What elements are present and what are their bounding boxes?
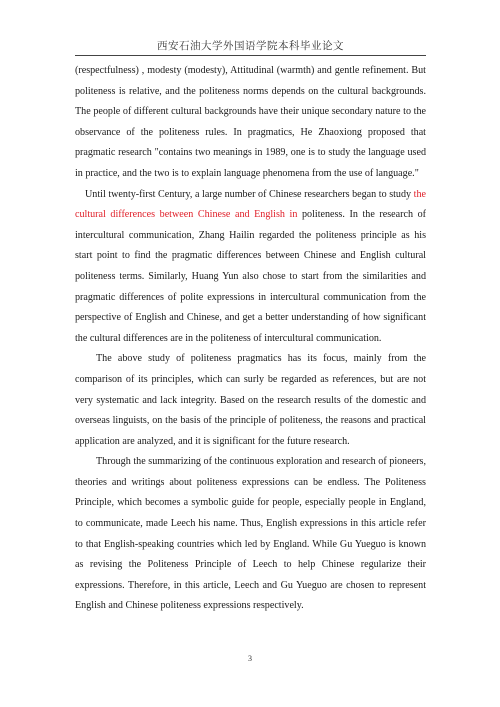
- page-header-title: 西安石油大学外国语学院本科毕业论文: [157, 41, 344, 52]
- paragraph-4: Through the summarizing of the continuous exploration and research of pioneers, theories and writings about politeness expressions can be endless. The Politeness Principle, which becomes a symbolic guide for people, especially people in England, to communicate, made Leech his name. Thus, English expressions in this article refer to that English-speaking countries which led by England. While Gu Yueguo is known as revising the Politeness Principle of Leech to help Chinese regularize their expressions. Therefore, in this article, Leech and Gu Yueguo are chosen to represent English and Chinese politeness expressions respectively.: [75, 456, 426, 612]
- paragraph-1: (respectfulness) , modesty (modesty), Attitudinal (warmth) and gentle refinement. But politeness is relative, and the politeness norms depends on the cultural backgrounds. The people of different cultural backgrounds have their unique secondary nature to the observance of the politeness rules. In pragmatics, He Zhaoxiong proposed that pragmatic research "contains two meanings in 1989, one is to study the language used in practice, and the two is to explain language phenomena from the use of language.": [75, 65, 426, 179]
- paragraph-2: [75, 185, 426, 350]
- paragraph-2-lead: Until twenty-first Century, a large number of Chinese researchers began to study: [85, 188, 414, 200]
- highlighted-phrase: the cultural differences between Chinese and English in: [75, 188, 426, 221]
- header-divider: [75, 55, 426, 56]
- paragraph-2-rest: politeness. In the research of intercultural communication, Zhang Hailin regarded the politeness principle as his start point to find the pragmatic differences between Chinese and English cultural politeness terms. Similarly, Huang Yun also chose to start from the similarities and pragmatic differences of polite expressions in intercultural communication from the perspective of English and Chinese, and get a better understanding of how significant the cultural differences are in the politeness of intercultural communication.: [75, 209, 426, 344]
- paragraph-3: The above study of politeness pragmatics has its focus, mainly from the comparison of its principles, which can surly be regarded as references, but are not very systematic and lack integrity. Based on the research results of the domestic and overseas linguists, on the basis of the principle of politeness, the reasons and practical application are analyzed, and it is significant for the future research.: [75, 353, 426, 447]
- body-text: [75, 61, 426, 617]
- page-number: 3: [248, 654, 252, 663]
